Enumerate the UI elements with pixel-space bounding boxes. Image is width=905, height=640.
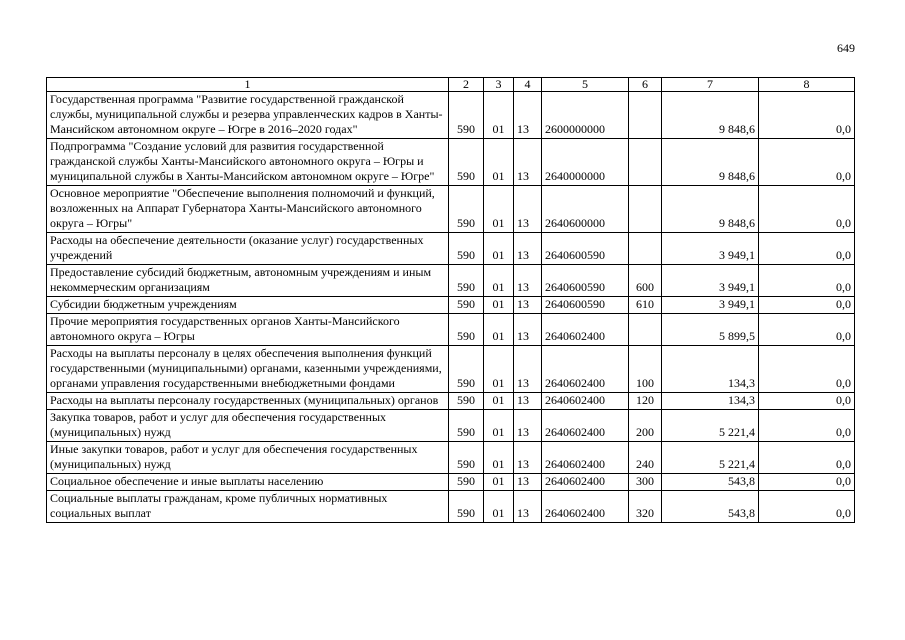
row-name-cell: Расходы на обеспечение деятельности (оказание услуг) государственных учреждений [47,233,449,265]
code-cell: 590 [449,265,484,297]
code-cell: 590 [449,233,484,265]
target-article-cell: 2640600590 [542,265,629,297]
amount-cell: 5 221,4 [662,442,759,474]
row-name-cell: Социальные выплаты гражданам, кроме публичных нормативных социальных выплат [47,491,449,523]
code-cell: 590 [449,139,484,186]
amount-cell: 0,0 [759,139,855,186]
code-cell: 590 [449,410,484,442]
table-row [47,297,855,314]
subsection-cell: 13 [514,233,542,265]
table-row [47,474,855,491]
amount-cell: 0,0 [759,393,855,410]
amount-cell: 0,0 [759,186,855,233]
amount-cell: 0,0 [759,265,855,297]
table-row [47,410,855,442]
code-cell: 590 [449,314,484,346]
row-name-cell: Расходы на выплаты персоналу государственных (муниципальных) органов [47,393,449,410]
amount-cell: 3 949,1 [662,265,759,297]
amount-cell: 0,0 [759,442,855,474]
expense-type-cell: 100 [629,346,662,393]
row-name-cell: Подпрограмма "Создание условий для развития государственной гражданской службы Ханты-Мансийского автономного округа – Югры и муниципальной службы в Ханты-Мансийском автономном округе – Югре" [47,139,449,186]
expense-type-cell: 600 [629,265,662,297]
header-cell: 2 [449,78,484,92]
subsection-cell: 13 [514,139,542,186]
amount-cell: 0,0 [759,233,855,265]
subsection-cell: 13 [514,314,542,346]
table-row [47,139,855,186]
amount-cell: 5 899,5 [662,314,759,346]
target-article-cell: 2640602400 [542,393,629,410]
section-cell: 01 [484,233,514,265]
expense-type-cell [629,186,662,233]
header-cell: 8 [759,78,855,92]
page-number: 649 [837,41,855,55]
row-name-cell: Закупка товаров, работ и услуг для обеспечения государственных (муниципальных) нужд [47,410,449,442]
header-cell: 3 [484,78,514,92]
code-cell: 590 [449,92,484,139]
expense-type-cell: 320 [629,491,662,523]
row-name-cell: Основное мероприятие "Обеспечение выполнения полномочий и функций, возложенных на Аппарат Губернатора Ханты-Мансийского автономного округа – Югры" [47,186,449,233]
table-body [47,78,855,523]
row-name-cell: Расходы на выплаты персоналу в целях обеспечения выполнения функций государственными (муниципальными) органами, казенными учреждениями, органами управления государственными внебюджетными фондами [47,346,449,393]
section-cell: 01 [484,139,514,186]
row-name-cell: Предоставление субсидий бюджетным, автономным учреждениям и иным некоммерческим организациям [47,265,449,297]
target-article-cell: 2640602400 [542,410,629,442]
row-name-cell: Социальное обеспечение и иные выплаты населению [47,474,449,491]
subsection-cell: 13 [514,265,542,297]
header-cell: 6 [629,78,662,92]
target-article-cell: 2640602400 [542,314,629,346]
section-cell: 01 [484,186,514,233]
section-cell: 01 [484,491,514,523]
amount-cell: 543,8 [662,474,759,491]
expense-type-cell [629,233,662,265]
subsection-cell: 13 [514,410,542,442]
amount-cell: 134,3 [662,393,759,410]
amount-cell: 0,0 [759,474,855,491]
header-cell: 5 [542,78,629,92]
expense-type-cell: 300 [629,474,662,491]
header-cell: 4 [514,78,542,92]
section-cell: 01 [484,442,514,474]
subsection-cell: 13 [514,491,542,523]
subsection-cell: 13 [514,474,542,491]
table-row [47,393,855,410]
budget-table [46,77,855,523]
expense-type-cell: 120 [629,393,662,410]
table-row [47,491,855,523]
table-header-row [47,78,855,92]
subsection-cell: 13 [514,346,542,393]
code-cell: 590 [449,442,484,474]
section-cell: 01 [484,92,514,139]
subsection-cell: 13 [514,186,542,233]
code-cell: 590 [449,297,484,314]
table-row [47,233,855,265]
amount-cell: 5 221,4 [662,410,759,442]
expense-type-cell: 200 [629,410,662,442]
code-cell: 590 [449,186,484,233]
table-row [47,265,855,297]
amount-cell: 3 949,1 [662,297,759,314]
expense-type-cell [629,314,662,346]
target-article-cell: 2600000000 [542,92,629,139]
header-cell: 1 [47,78,449,92]
table-row [47,92,855,139]
subsection-cell: 13 [514,442,542,474]
table-row [47,186,855,233]
amount-cell: 0,0 [759,314,855,346]
section-cell: 01 [484,393,514,410]
amount-cell: 0,0 [759,297,855,314]
expense-type-cell: 610 [629,297,662,314]
target-article-cell: 2640600590 [542,233,629,265]
code-cell: 590 [449,491,484,523]
target-article-cell: 2640000000 [542,139,629,186]
section-cell: 01 [484,314,514,346]
row-name-cell: Государственная программа "Развитие государственной гражданской службы, муниципальной службы и резерва управленческих кадров в Ханты-Мансийском автономном округе – Югре в 2016–2020 годах" [47,92,449,139]
section-cell: 01 [484,346,514,393]
amount-cell: 9 848,6 [662,92,759,139]
target-article-cell: 2640602400 [542,474,629,491]
subsection-cell: 13 [514,297,542,314]
target-article-cell: 2640600590 [542,297,629,314]
expense-type-cell [629,92,662,139]
table-row [47,442,855,474]
amount-cell: 3 949,1 [662,233,759,265]
subsection-cell: 13 [514,393,542,410]
amount-cell: 0,0 [759,410,855,442]
target-article-cell: 2640602400 [542,442,629,474]
amount-cell: 0,0 [759,346,855,393]
row-name-cell: Иные закупки товаров, работ и услуг для обеспечения государственных (муниципальных) нужд [47,442,449,474]
amount-cell: 543,8 [662,491,759,523]
header-cell: 7 [662,78,759,92]
amount-cell: 9 848,6 [662,139,759,186]
subsection-cell: 13 [514,92,542,139]
code-cell: 590 [449,474,484,491]
amount-cell: 9 848,6 [662,186,759,233]
expense-type-cell [629,139,662,186]
code-cell: 590 [449,393,484,410]
row-name-cell: Прочие мероприятия государственных органов Ханты-Мансийского автономного округа – Югры [47,314,449,346]
section-cell: 01 [484,410,514,442]
amount-cell: 0,0 [759,491,855,523]
target-article-cell: 2640600000 [542,186,629,233]
amount-cell: 134,3 [662,346,759,393]
table-row [47,346,855,393]
code-cell: 590 [449,346,484,393]
section-cell: 01 [484,474,514,491]
amount-cell: 0,0 [759,92,855,139]
row-name-cell: Субсидии бюджетным учреждениям [47,297,449,314]
table-row [47,314,855,346]
section-cell: 01 [484,265,514,297]
section-cell: 01 [484,297,514,314]
target-article-cell: 2640602400 [542,346,629,393]
target-article-cell: 2640602400 [542,491,629,523]
expense-type-cell: 240 [629,442,662,474]
